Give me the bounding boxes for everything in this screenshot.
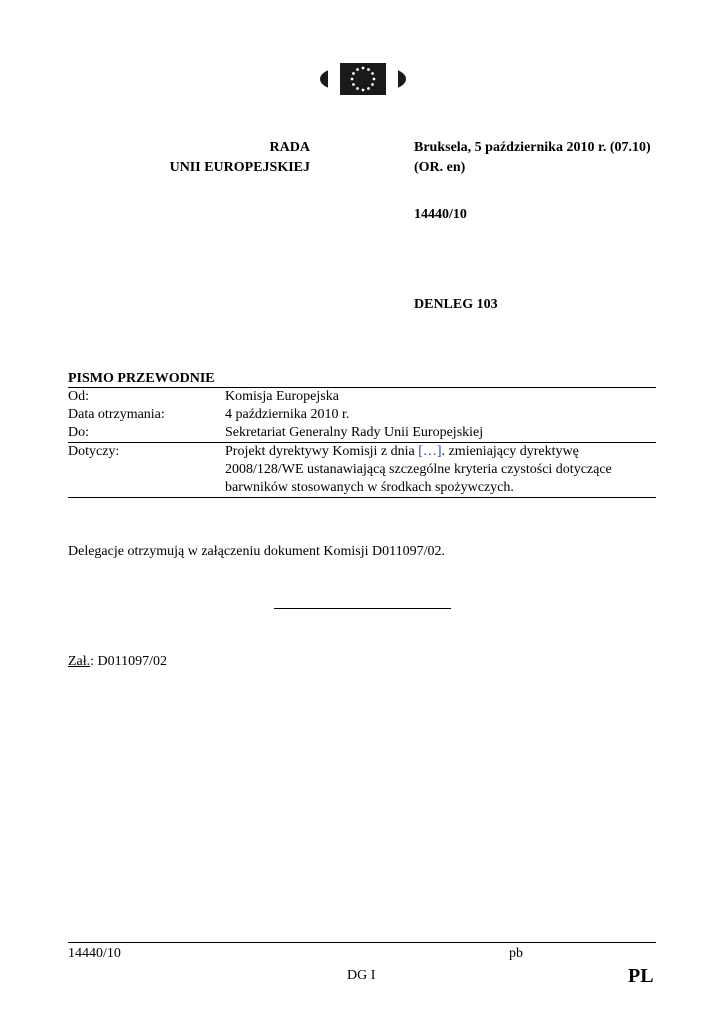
star-icon	[367, 68, 370, 71]
to-row	[68, 424, 656, 442]
star-icon	[356, 68, 359, 71]
footer-initials: pb	[509, 946, 523, 961]
received-value: 4 października 2010 r.	[225, 407, 350, 422]
star-icon	[362, 89, 365, 92]
star-icon	[351, 78, 354, 81]
star-icon	[371, 83, 374, 86]
subject-line-3: barwników stosowanych w środkach spożywczych.	[225, 480, 514, 495]
from-label: Od:	[68, 389, 89, 404]
subject-text-continued: . zmieniający dyrektywę	[441, 444, 579, 459]
from-row	[68, 388, 656, 406]
cover-note-title: PISMO PRZEWODNIE	[68, 371, 215, 386]
annex-label: Zał.	[68, 654, 91, 669]
original-language: (OR. en)	[414, 160, 466, 175]
annex-line	[68, 654, 167, 670]
to-label: Do:	[68, 425, 89, 440]
body-text: Delegacje otrzymują w załączeniu dokument Komisji D011097/02.	[68, 544, 445, 559]
footer-directorate: DG I	[347, 968, 376, 983]
document-number: 14440/10	[414, 207, 467, 222]
subject-line-2: 2008/128/WE ustanawiającą szczególne kryteria czystości dotyczące	[225, 462, 612, 477]
date-block	[414, 138, 674, 178]
footer-rule	[68, 942, 656, 943]
subject-line-1	[225, 443, 656, 461]
star-icon	[352, 83, 355, 86]
subject-value	[225, 443, 656, 497]
council-logo	[318, 56, 408, 102]
council-name-line2: UNII EUROPEJSKIEJ	[169, 160, 310, 175]
star-icon	[362, 67, 365, 70]
star-icon	[356, 87, 359, 90]
council-name-line1: RADA	[269, 140, 310, 155]
council-name	[160, 138, 310, 178]
star-icon	[367, 87, 370, 90]
received-label: Data otrzymania:	[68, 407, 165, 422]
from-value: Komisja Europejska	[225, 389, 339, 404]
star-icon	[352, 72, 355, 75]
date-line: Bruksela, 5 października 2010 r. (07.10)	[414, 140, 651, 155]
subject-row	[68, 442, 656, 497]
received-row	[68, 406, 656, 424]
subject-label: Dotyczy:	[68, 444, 120, 459]
footer-document-number: 14440/10	[68, 946, 121, 961]
separator-line	[274, 608, 451, 609]
interinstitutional-reference: DENLEG 103	[414, 297, 498, 312]
star-icon	[373, 78, 376, 81]
date-placeholder-reference: […]	[418, 444, 442, 459]
annex-value: : D011097/02	[90, 654, 168, 669]
to-value: Sekretariat Generalny Rady Unii Europejskiej	[225, 425, 484, 440]
subject-text: Projekt dyrektywy Komisji z dnia	[225, 444, 419, 459]
star-icon	[371, 72, 374, 75]
cover-note-table	[68, 387, 656, 498]
footer-language-code: PL	[628, 965, 654, 987]
